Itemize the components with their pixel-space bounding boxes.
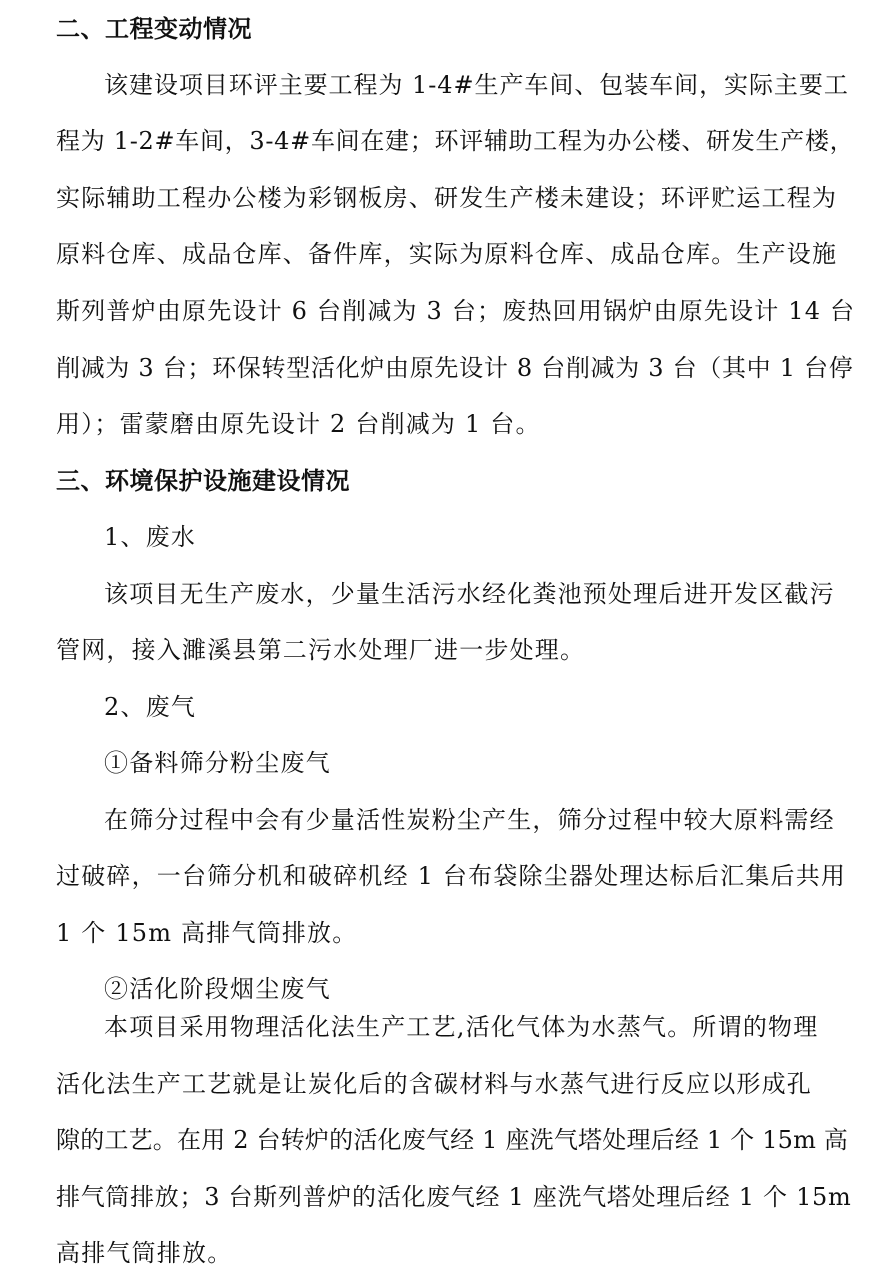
waste-gas-title: 2、废气 (104, 693, 197, 721)
paragraph-line: 程为 1-2#车间，3-4#车间在建；环评辅助工程为办公楼、研发生产楼， (56, 127, 855, 155)
paragraph-line: 高排气筒排放。 (56, 1239, 233, 1267)
waste-gas-item-1-title: ①备料筛分粉尘废气 (104, 749, 331, 777)
paragraph-line: 实际辅助工程办公楼为彩钢板房、研发生产楼未建设；环评贮运工程为 (56, 184, 838, 212)
paragraph-line: 斯列普炉由原先设计 6 台削减为 3 台；废热回用锅炉由原先设计 14 台 (56, 297, 856, 325)
section-3-heading: 三、环境保护设施建设情况 (56, 466, 350, 495)
paragraph-line: 排气筒排放；3 台斯列普炉的活化废气经 1 座洗气塔处理后经 1 个 15m (56, 1183, 852, 1211)
paragraph-line: 削减为 3 台；环保转型活化炉由原先设计 8 台削减为 3 台（其中 1 台停 (56, 354, 854, 382)
paragraph-line: 原料仓库、成品仓库、备件库，实际为原料仓库、成品仓库。生产设施 (56, 240, 838, 268)
paragraph-line: 在筛分过程中会有少量活性炭粉尘产生，筛分过程中较大原料需经 (104, 806, 835, 834)
waste-gas-item-2-title: ②活化阶段烟尘废气 (104, 975, 331, 1003)
paragraph-line: 该项目无生产废水，少量生活污水经化粪池预处理后进开发区截污 (104, 580, 835, 608)
paragraph-line: 活化法生产工艺就是让炭化后的含碳材料与水蒸气进行反应以形成孔 (56, 1070, 812, 1098)
paragraph-line: 1 个 15m 高排气筒排放。 (56, 919, 358, 947)
wastewater-title: 1、废水 (104, 523, 197, 551)
paragraph-line: 隙的工艺。在用 2 台转炉的活化废气经 1 座洗气塔处理后经 1 个 15m 高 (56, 1126, 849, 1154)
section-2-heading: 二、工程变动情况 (56, 14, 252, 43)
paragraph-line: 本项目采用物理活化法生产工艺,活化气体为水蒸气。所谓的物理 (104, 1013, 819, 1041)
paragraph-line: 用）；雷蒙磨由原先设计 2 台削减为 1 台。 (56, 410, 541, 438)
paragraph-line: 管网，接入濉溪县第二污水处理厂进一步处理。 (56, 636, 586, 664)
paragraph-line: 过破碎，一台筛分机和破碎机经 1 台布袋除尘器处理达标后汇集后共用 (56, 862, 847, 890)
paragraph-line: 该建设项目环评主要工程为 1-4#生产车间、包装车间，实际主要工 (104, 71, 849, 99)
